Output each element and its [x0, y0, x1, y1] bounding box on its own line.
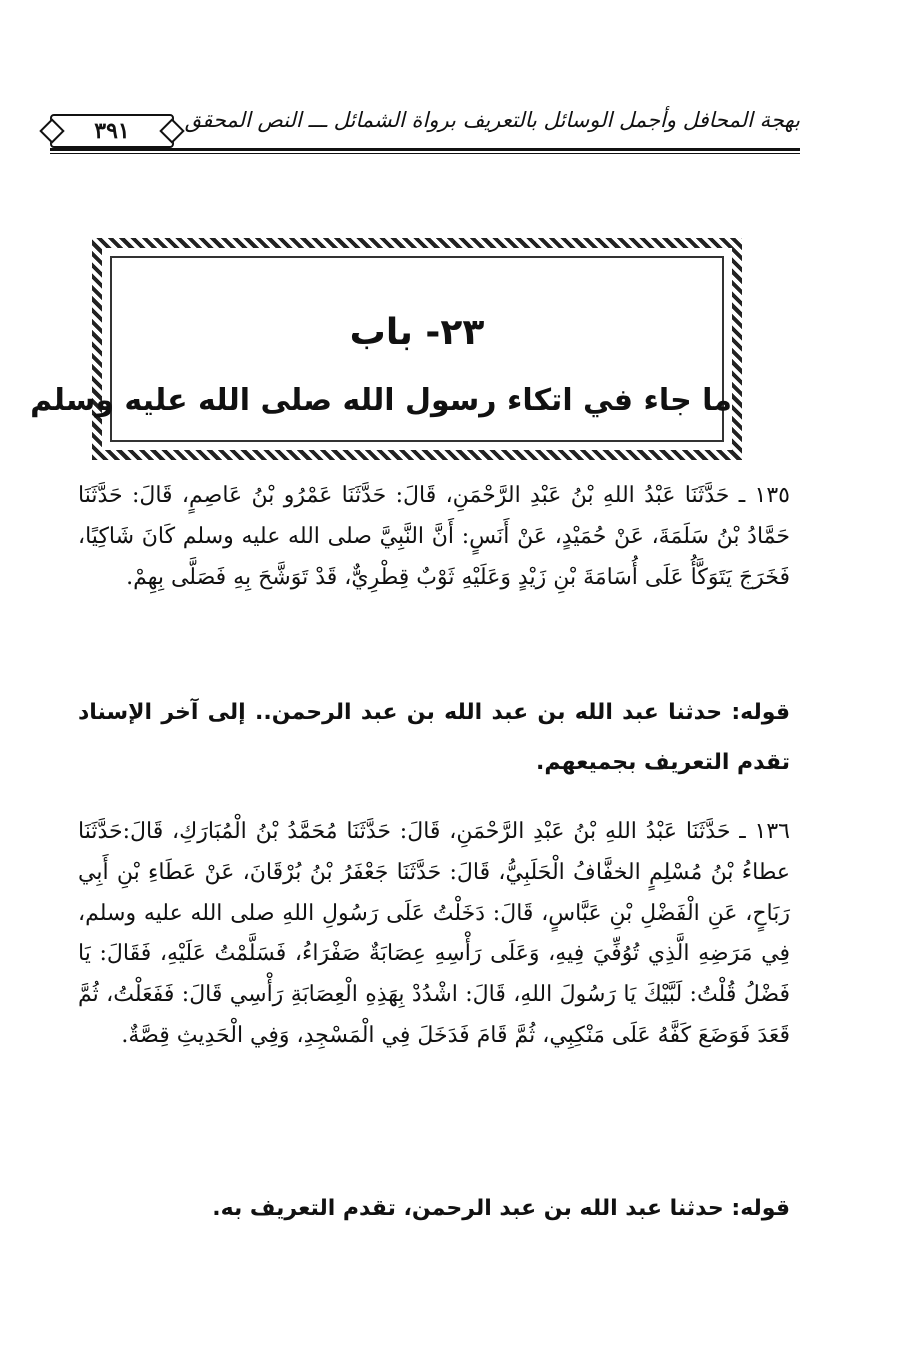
chapter-title: ما جاء في اتكاء رسول الله صلى الله عليه وسلم [30, 383, 732, 418]
hadith-135: ١٣٥ ـ حَدَّثَنَا عَبْدُ اللهِ بْنُ عَبْدِ الرَّحْمَنِ، قَالَ: حَدَّثَنَا عَمْرُو بْنُ عَاصِمٍ، قَالَ: حَدَّثَنَا حَمَّادُ بْنُ سَلَمَةَ، عَنْ حُمَيْدٍ، عَنْ أَنَسٍ: أَنَّ النَّبِيَّ صلى الله عليه وسلم كَانَ شَاكِيًا، فَخَرَجَ يَتَوَكَّأُ عَلَى أُسَامَةَ بْنِ زَيْدٍ وَعَلَيْهِ ثَوْبٌ قِطْرِيٌّ، قَدْ تَوَشَّحَ بِهِ فَصَلَّى بِهِمْ. [78, 483, 790, 590]
commentary-136: قوله: حدثنا عبد الله بن عبد الرحمن، تقدم التعريف به. [212, 1196, 790, 1221]
page-number: ٣٩١ [50, 114, 174, 148]
chapter-number: ٢٣- باب [349, 312, 485, 353]
page-header [40, 98, 800, 154]
hadith-136: ١٣٦ ـ حَدَّثَنَا عَبْدُ اللهِ بْنُ عَبْدِ الرَّحْمَنِ، قَالَ: حَدَّثَنَا مُحَمَّدُ بْنُ الْمُبَارَكِ، قَالَ:حَدَّثَنَا عطاءُ بْنُ مُسْلِمٍ الخفَّافُ الْحَلَبِيُّ، قَالَ: حَدَّثَنَا جَعْفَرُ بْنُ بُرْقَانَ، عَنْ عَطَاءِ بْنِ أَبِي رَبَاحٍ، عَنِ الْفَضْلِ بْنِ عَبَّاسٍ، قَالَ: دَخَلْتُ عَلَى رَسُولِ اللهِ صلى الله عليه وسلم، فِي مَرَضِهِ الَّذِي تُوُفِّيَ فِيهِ، وَعَلَى رَأْسِهِ عِصَابَةٌ صَفْرَاءُ، فَسَلَّمْتُ عَلَيْهِ، فَقَالَ: يَا فَضْلُ قُلْتُ: لَبَّيْكَ يَا رَسُولَ اللهِ، قَالَ: اشْدُدْ بِهَذِهِ الْعِصَابَةِ رَأْسِي قَالَ: فَفَعَلْتُ، ثُمَّ قَعَدَ فَوَضَعَ كَفَّهُ عَلَى مَنْكِبِي، ثُمَّ قَامَ فَدَخَلَ فِي الْمَسْجِدِ، وَفِي الْحَدِيثِ قِصَّةٌ. [78, 819, 790, 1048]
chapter-heading-frame [30, 238, 742, 460]
header-rule [50, 148, 800, 154]
commentary-135: قوله: حدثنا عبد الله بن عبد الله بن عبد الرحمن.. إلى آخر الإسناد تقدم التعريف بجميعهم. [78, 700, 790, 775]
running-title: بهجة المحافل وأجمل الوسائل بالتعريف برواة الشمائل ـــ النص المحقق [184, 108, 800, 132]
